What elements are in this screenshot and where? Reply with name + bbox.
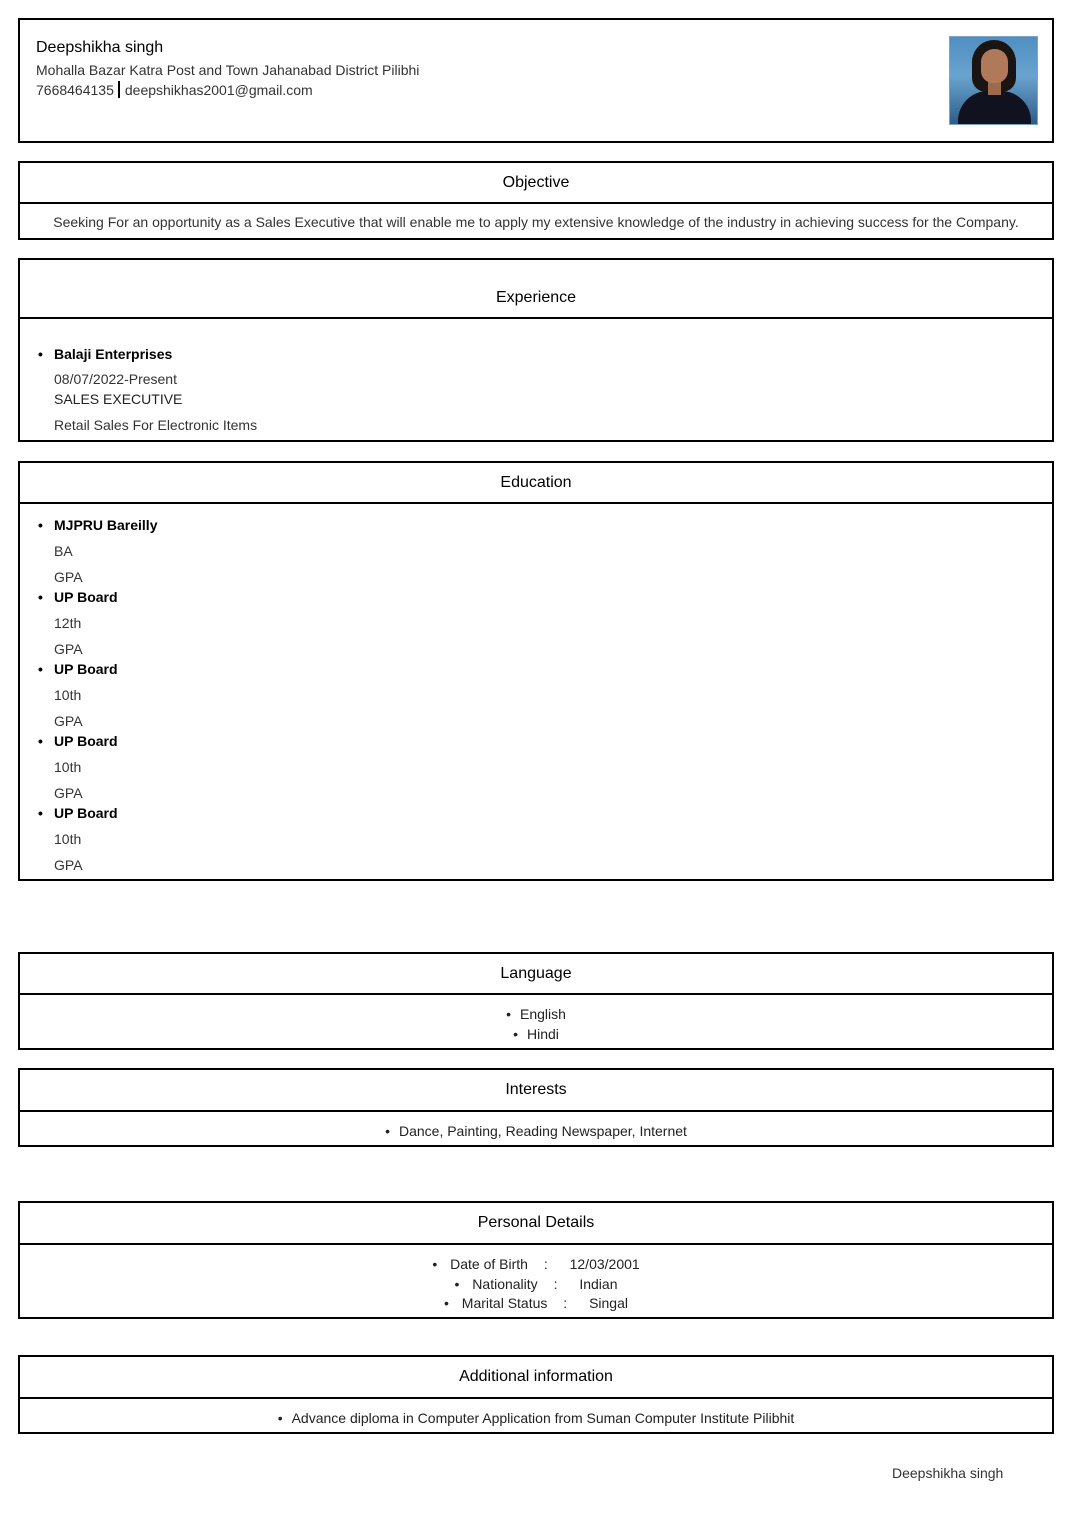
- language-list: [20, 995, 1052, 1044]
- personal-details-list: [20, 1245, 1052, 1314]
- language-title: Language: [20, 954, 1052, 995]
- education-institution: • UP Board: [54, 731, 1052, 751]
- education-gpa: GPA: [54, 569, 83, 585]
- footer-signature-name: Deepshikha singh: [892, 1465, 1004, 1481]
- education-item: [20, 731, 1052, 803]
- personal-detail-sep: :: [543, 1256, 548, 1272]
- education-institution: • UP Board: [54, 659, 1052, 679]
- education-degree: 10th: [54, 687, 82, 703]
- education-institution: • UP Board: [54, 803, 1052, 823]
- interests-section: [18, 1068, 1054, 1147]
- experience-item: [20, 344, 1052, 435]
- education-degree: 10th: [54, 831, 82, 847]
- education-item: [20, 803, 1052, 875]
- contact-separator: [118, 81, 120, 98]
- objective-section: [18, 161, 1054, 240]
- objective-title: Objective: [20, 163, 1052, 204]
- education-institution: • UP Board: [54, 587, 1052, 607]
- phone-number: 7668464135: [36, 82, 114, 98]
- personal-detail-sep: :: [553, 1275, 558, 1292]
- education-gpa: GPA: [54, 641, 83, 657]
- additional-info-list: [20, 1399, 1052, 1429]
- personal-details-section: [18, 1201, 1054, 1319]
- experience-section: [18, 258, 1054, 442]
- personal-details-title: Personal Details: [20, 1203, 1052, 1245]
- language-section: [18, 952, 1054, 1050]
- education-institution: • MJPRU Bareilly: [54, 515, 1052, 535]
- experience-dates: 08/07/2022-Present: [54, 371, 177, 387]
- personal-detail-value: 12/03/2001: [569, 1256, 640, 1272]
- personal-detail-label: Nationality: [472, 1275, 538, 1292]
- education-section: [18, 461, 1054, 881]
- education-degree: 10th: [54, 759, 82, 775]
- education-gpa: GPA: [54, 857, 83, 873]
- personal-detail-row: [20, 1275, 1052, 1295]
- candidate-name: Deepshikha singh: [36, 39, 164, 56]
- education-title: Education: [20, 463, 1052, 504]
- photo-neck-shape: [988, 81, 1001, 95]
- education-gpa: GPA: [54, 713, 83, 729]
- personal-detail-label: Marital Status: [461, 1295, 548, 1311]
- objective-text: Seeking For an opportunity as a Sales Executive that will enable me to apply my extensive knowledge of the industry in achieving success for the Company.: [53, 214, 1019, 230]
- personal-detail-sep: :: [563, 1295, 568, 1311]
- education-item: [20, 587, 1052, 659]
- education-gpa: GPA: [54, 785, 83, 801]
- education-degree: 12th: [54, 615, 82, 631]
- experience-company: • Balaji Enterprises: [54, 344, 1052, 364]
- candidate-address: Mohalla Bazar Katra Post and Town Jahanabad District Pilibhi: [36, 62, 420, 78]
- personal-detail-label: Date of Birth: [450, 1256, 528, 1272]
- contact-line: [36, 81, 313, 98]
- additional-info-section: [18, 1355, 1054, 1434]
- education-item: [20, 659, 1052, 731]
- additional-info-title: Additional information: [20, 1357, 1052, 1399]
- interests-list: [20, 1112, 1052, 1142]
- experience-title: Experience: [20, 260, 1052, 319]
- personal-detail-value: Indian: [579, 1275, 618, 1292]
- experience-description: Retail Sales For Electronic Items: [54, 417, 258, 433]
- education-list: [20, 504, 1052, 875]
- education-degree: BA: [54, 543, 73, 559]
- experience-role: SALES EXECUTIVE: [54, 391, 183, 407]
- experience-list: [20, 319, 1052, 435]
- personal-detail-value: Singal: [589, 1295, 628, 1311]
- photo-body-shape: [958, 91, 1031, 125]
- photo-face-shape: [981, 49, 1008, 83]
- language-item: • English: [20, 1005, 1052, 1025]
- interests-title: Interests: [20, 1070, 1052, 1112]
- education-item: [20, 515, 1052, 587]
- profile-photo: [949, 36, 1038, 125]
- language-item: • Hindi: [20, 1025, 1052, 1045]
- personal-detail-row: [20, 1294, 1052, 1314]
- resume-header: [18, 18, 1054, 143]
- personal-detail-row: [20, 1255, 1052, 1275]
- additional-info-item: • Advance diploma in Computer Application from Suman Computer Institute Pilibhit: [20, 1409, 1052, 1429]
- interest-item: • Dance, Painting, Reading Newspaper, Internet: [20, 1122, 1052, 1142]
- email-address: deepshikhas2001@gmail.com: [124, 82, 313, 98]
